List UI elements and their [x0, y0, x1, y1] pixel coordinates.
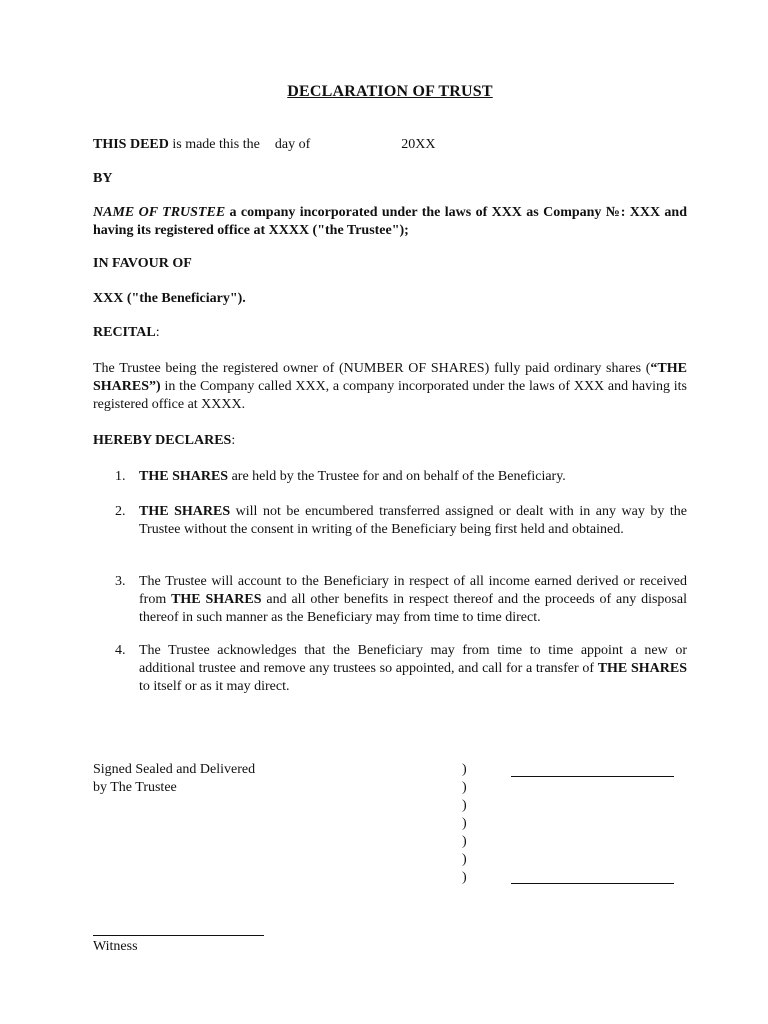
recital-label: RECITAL [93, 325, 156, 340]
bracket: ) [462, 870, 467, 885]
bracket: ) [462, 780, 467, 795]
list-item-number: 2. [115, 504, 126, 519]
list-item-text [139, 503, 687, 539]
trustee-paragraph [93, 204, 687, 240]
bracket: ) [462, 852, 467, 867]
bracket: ) [462, 816, 467, 831]
in-favour-label: IN FAVOUR OF [93, 256, 192, 271]
deed-year: 20XX [401, 137, 436, 152]
signature-line-2: by The Trustee [93, 780, 177, 795]
signature-label [93, 761, 255, 797]
recital-text-1: The Trustee being the registered owner of (NUMBER OF SHARES) fully paid ordinary shares ( [93, 361, 651, 376]
recital-heading [93, 324, 687, 342]
by-label: BY [93, 171, 113, 186]
bracket: ) [462, 762, 467, 777]
recital-colon: : [155, 325, 160, 340]
signature-line-bottom [511, 883, 674, 884]
item-text-body: to itself or as it may direct. [139, 679, 290, 694]
deed-lead: THIS DEED [93, 137, 169, 152]
deed-text-1: is made this the [172, 137, 260, 152]
signature-line-1: Signed Sealed and Delivered [93, 762, 256, 777]
list-item-text [139, 573, 687, 627]
trustee-details: a company incorporated under the laws of XXX as Company №: XXX and having its registered office at XXXX ("the Trustee"); [93, 205, 688, 238]
witness-label: Witness [93, 939, 138, 954]
witness-signature-line [93, 935, 264, 936]
declares-label: HEREBY DECLARES [93, 433, 232, 448]
document-title: DECLARATION OF TRUST [287, 83, 493, 100]
signature-line-top [511, 776, 674, 777]
item-text-body: The Trustee acknowledges that the Beneficiary may from time to time appoint a new or additional trustee and remove any trustees so appointed, and call for a transfer of [139, 643, 687, 676]
list-item-number: 4. [115, 643, 126, 658]
shares-term: THE SHARES [597, 661, 687, 676]
signature-brackets [462, 761, 472, 887]
recital-paragraph [93, 360, 687, 414]
list-item-text [139, 468, 687, 486]
deed-line [93, 136, 687, 154]
bracket: ) [462, 834, 467, 849]
item-text-body: will not be encumbered transferred assigned or dealt with in any way by the Trustee without the consent in writing of the Beneficiary being first held and obtained. [139, 504, 687, 537]
list-item-number: 3. [115, 574, 126, 589]
recital-shares: “THE SHARES”) [93, 361, 687, 394]
beneficiary-line: XXX ("the Beneficiary"). [93, 291, 246, 306]
shares-term: THE SHARES [139, 504, 231, 519]
item-text-body: The Trustee will account to the Beneficiary in respect of all income earned derived or received from [139, 574, 687, 607]
declares-heading [93, 432, 687, 450]
declares-colon: : [231, 433, 236, 448]
recital-text-2: in the Company called XXX, a company incorporated under the laws of XXX and having its registered office at XXXX. [93, 379, 687, 412]
list-item-number: 1. [115, 469, 126, 484]
shares-term: THE SHARES [139, 469, 229, 484]
shares-term: THE SHARES [171, 592, 262, 607]
item-text-body: and all other benefits in respect thereof and the proceeds of any disposal thereof in such manner as the Beneficiary may from time to time direct. [139, 592, 687, 625]
list-item-text [139, 642, 687, 696]
deed-text-2: day of [274, 137, 311, 152]
bracket: ) [462, 798, 467, 813]
item-text-body: are held by the Trustee for and on behalf of the Beneficiary. [228, 469, 566, 484]
trustee-name: NAME OF TRUSTEE [93, 205, 226, 220]
